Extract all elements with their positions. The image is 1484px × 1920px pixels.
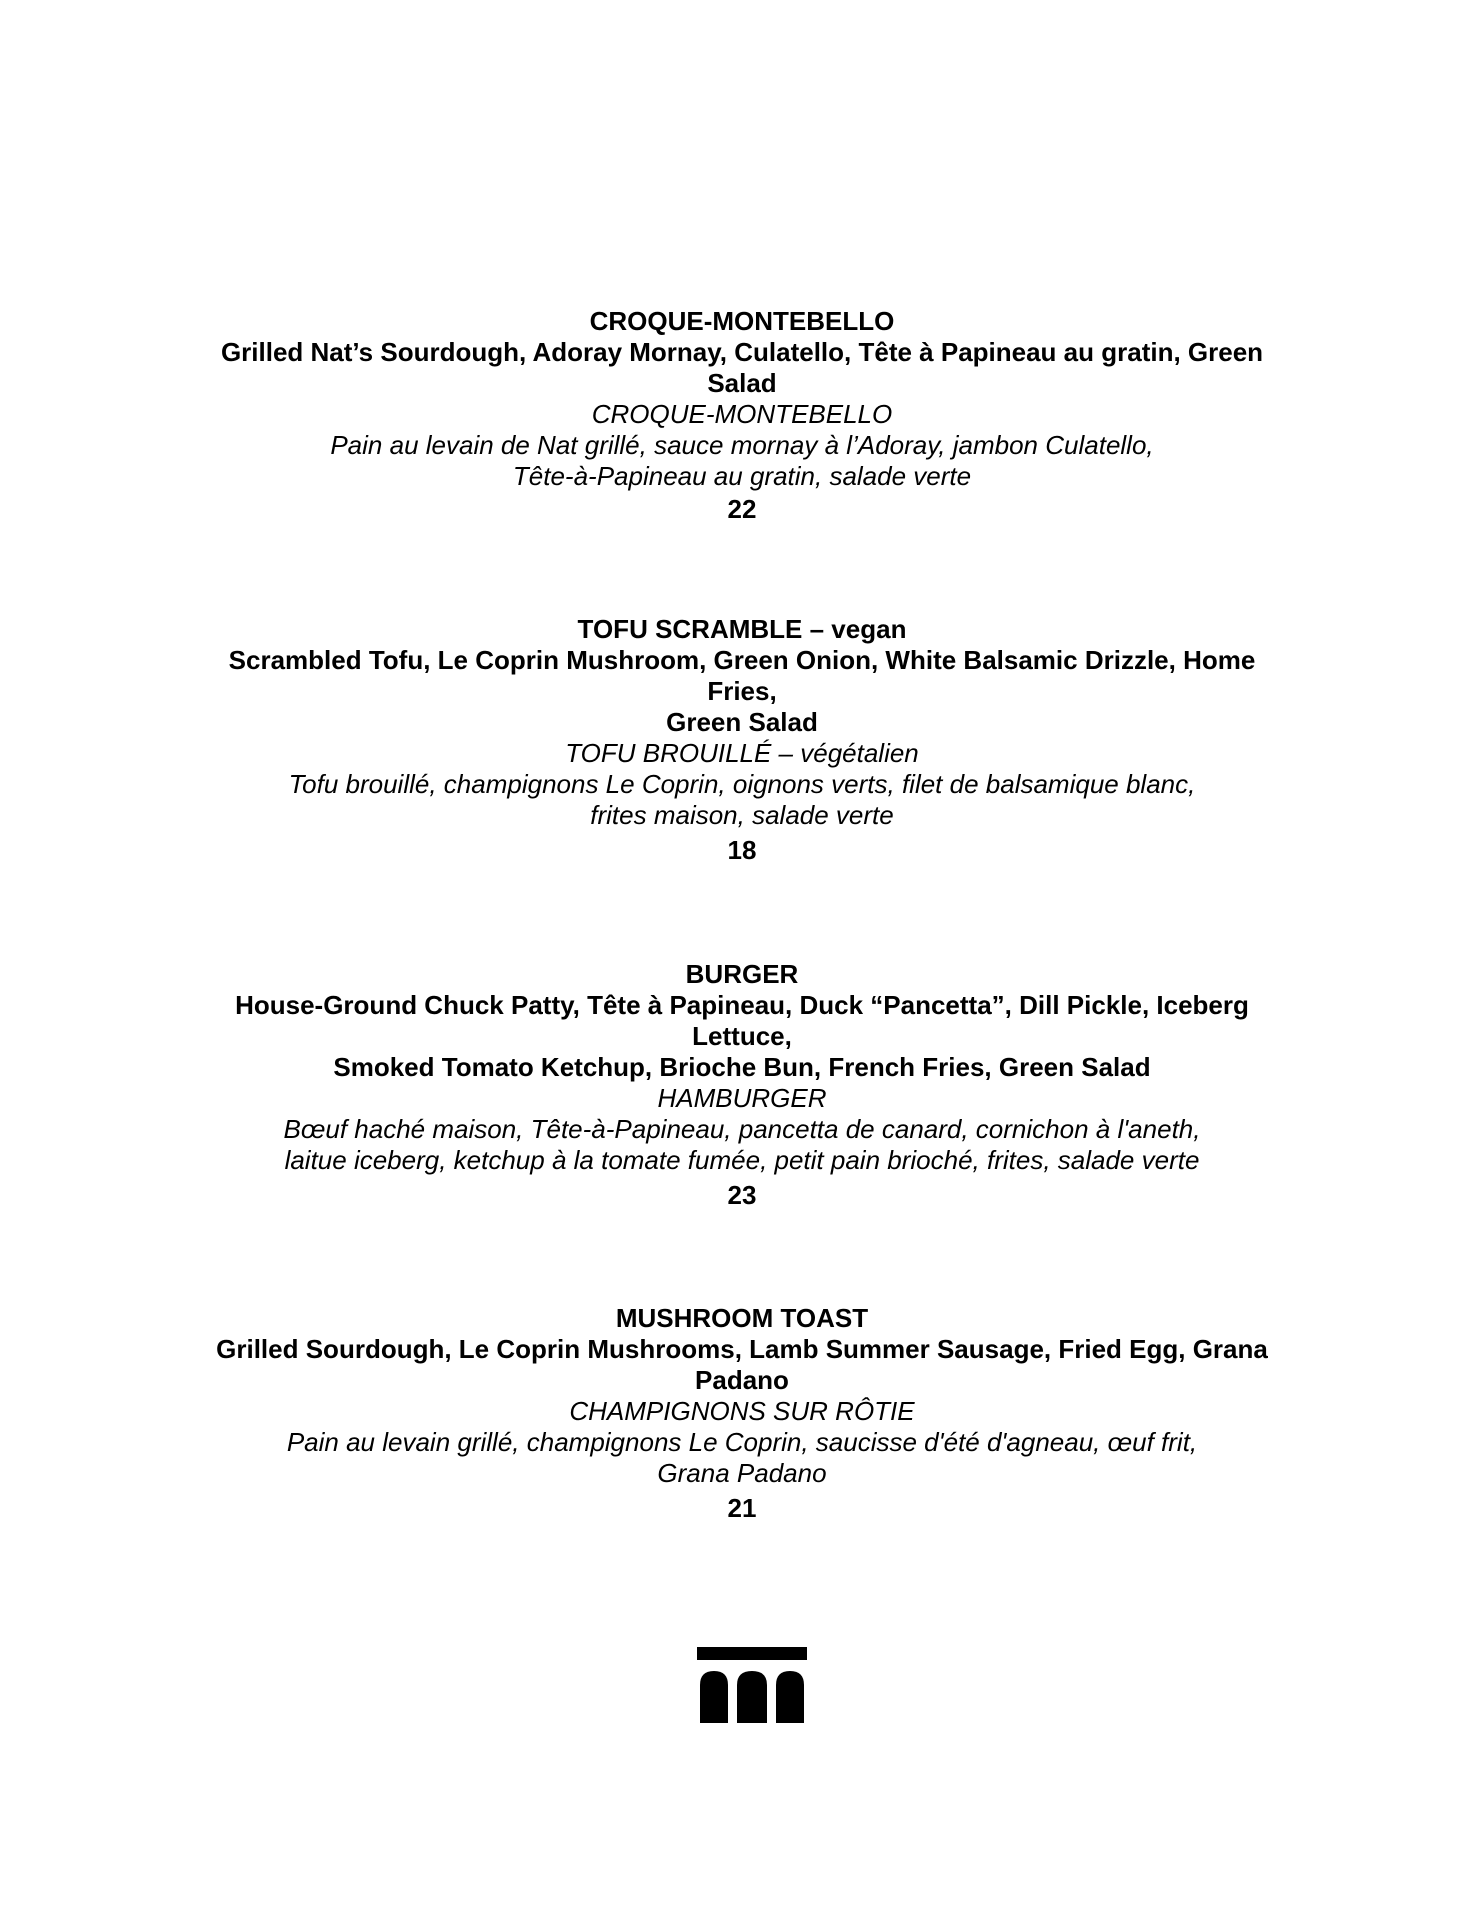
price: 22 <box>727 494 757 524</box>
menu-item-burger <box>0 959 1484 1211</box>
price: 23 <box>727 1180 757 1210</box>
english-description-line: Salad <box>707 368 777 398</box>
french-name: HAMBURGER <box>657 1083 827 1113</box>
french-description-line: Grana Padano <box>657 1458 827 1488</box>
arches-logo-icon <box>697 1647 807 1723</box>
english-name: BURGER <box>685 959 799 989</box>
menu-item-croque-montebello <box>0 306 1484 525</box>
english-description-line: Green Salad <box>666 707 818 737</box>
french-description-line: Tête-à-Papineau au gratin, salade verte <box>512 461 972 491</box>
menu-item-mushroom-toast <box>0 1303 1484 1524</box>
french-description-line: Pain au levain de Nat grillé, sauce mornay à l’Adoray, jambon Culatello, <box>330 430 1154 460</box>
english-description-line: Grilled Sourdough, Le Coprin Mushrooms, Lamb Summer Sausage, Fried Egg, Grana <box>216 1334 1268 1364</box>
french-description-line: frites maison, salade verte <box>590 800 894 830</box>
french-description-line: Pain au levain grillé, champignons Le Coprin, saucisse d'été d'agneau, œuf frit, <box>286 1427 1198 1457</box>
french-name: CROQUE-MONTEBELLO <box>591 399 893 429</box>
english-description-line: House-Ground Chuck Patty, Tête à Papineau, Duck “Pancetta”, Dill Pickle, Iceberg <box>235 990 1249 1020</box>
price: 21 <box>727 1493 757 1523</box>
english-description-line: Lettuce, <box>692 1021 792 1051</box>
price: 18 <box>727 835 757 865</box>
french-description-line: Tofu brouillé, champignons Le Coprin, oignons verts, filet de balsamique blanc, <box>288 769 1196 799</box>
english-name: CROQUE-MONTEBELLO <box>589 306 895 336</box>
english-description-line: Fries, <box>707 676 777 706</box>
english-name: MUSHROOM TOAST <box>615 1303 869 1333</box>
french-name: TOFU BROUILLÉ – végétalien <box>565 738 919 768</box>
english-description-line: Smoked Tomato Ketchup, Brioche Bun, French Fries, Green Salad <box>333 1052 1151 1082</box>
french-description-line: Bœuf haché maison, Tête-à-Papineau, pancetta de canard, cornichon à l'aneth, <box>283 1114 1201 1144</box>
english-description-line: Padano <box>695 1365 789 1395</box>
french-name: CHAMPIGNONS SUR RÔTIE <box>569 1396 915 1426</box>
english-description-line: Scrambled Tofu, Le Coprin Mushroom, Green Onion, White Balsamic Drizzle, Home <box>228 645 1256 675</box>
english-description-line: Grilled Nat’s Sourdough, Adoray Mornay, Culatello, Tête à Papineau au gratin, Green <box>220 337 1264 367</box>
english-name: TOFU SCRAMBLE – vegan <box>577 614 907 644</box>
menu-item-tofu-scramble <box>0 614 1484 866</box>
french-description-line: laitue iceberg, ketchup à la tomate fumée, petit pain brioché, frites, salade verte <box>284 1145 1200 1175</box>
